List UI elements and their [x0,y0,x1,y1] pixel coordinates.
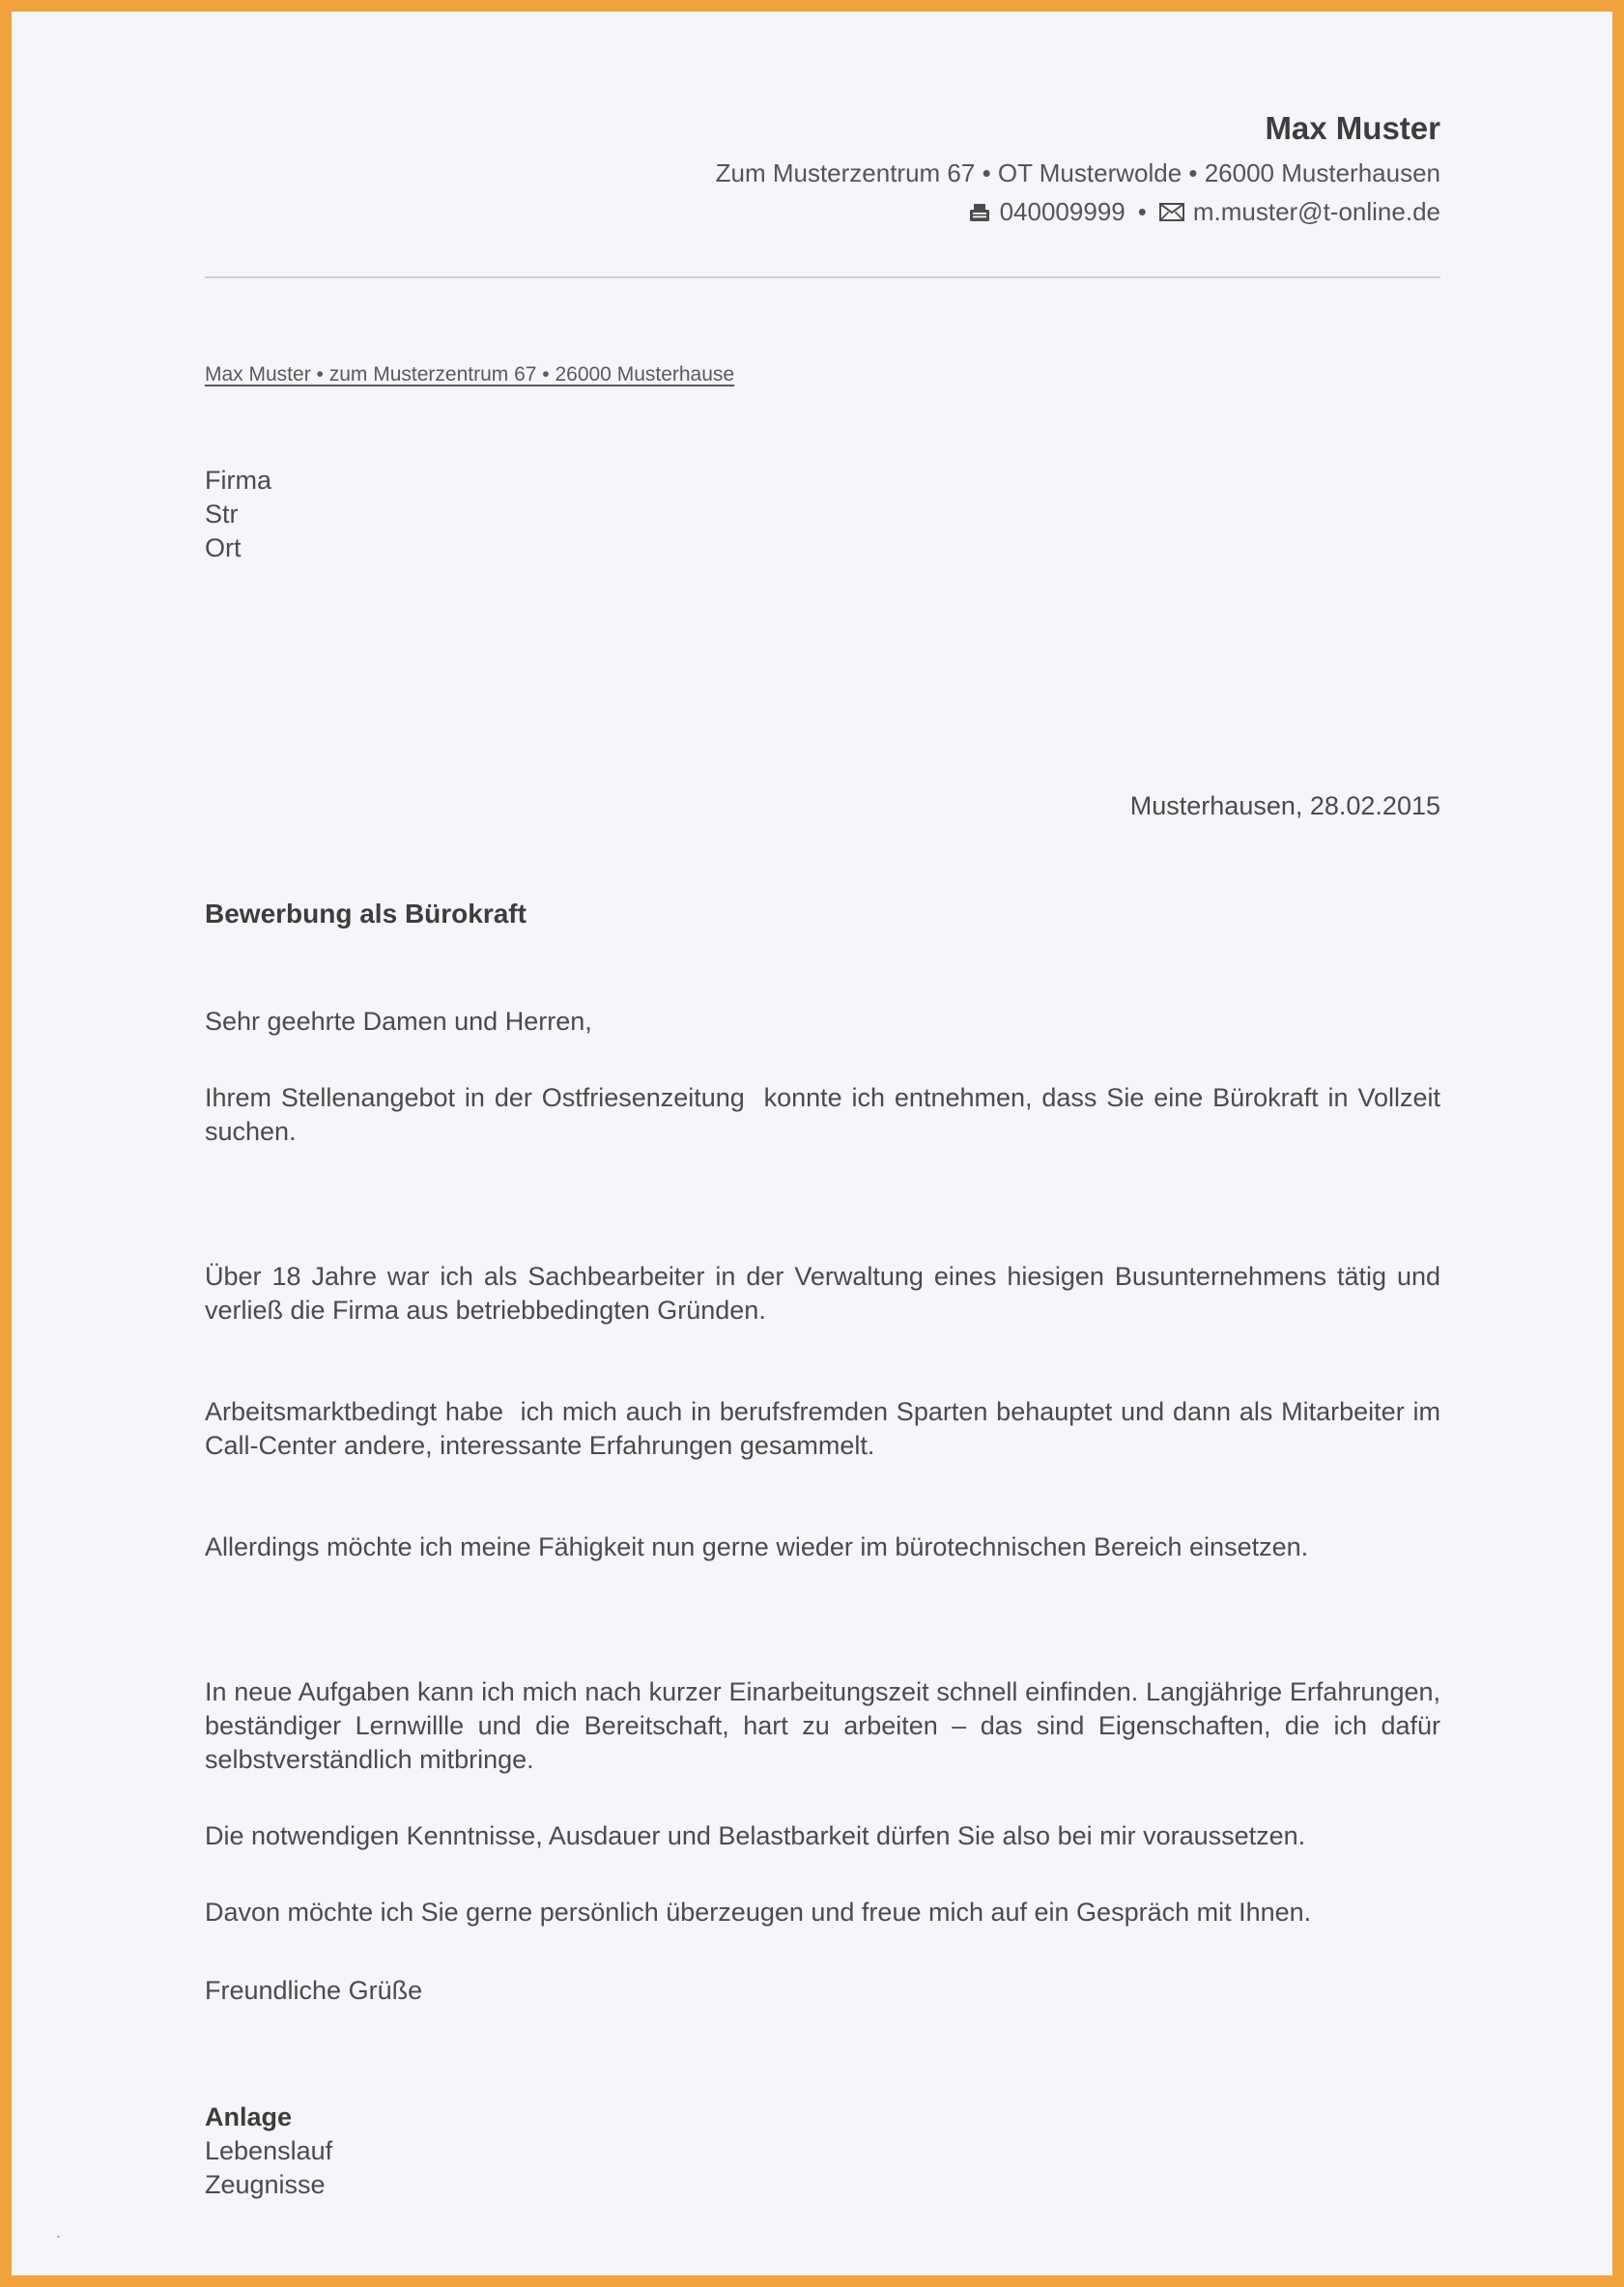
paragraph-2-line-1: Über 18 Jahre war ich als Sachbearbeiter in der Verwaltung eines hiesigen Busunternehmens tätig und verließ die Firma aus betriebbedingten Gründen. [205,1261,1448,1325]
letterhead [205,108,1440,228]
subject-line: Bewerbung als Bürokraft [205,898,527,929]
footer-mark: . [56,2222,62,2242]
recipient-line-street: Str [205,499,239,529]
sender-contact-line [205,196,1440,229]
paragraph-2-line-2: Arbeitsmarktbedingt habe ich mich auch in berufsfremden Sparten behauptet und dann als Mitarbeiter im Call-Center andere, interessante Erfahrungen gesammelt. [205,1397,1448,1461]
return-address-line: Max Muster • zum Musterzentrum 67 • 26000 Musterhause [205,363,735,386]
header-divider [205,276,1440,278]
email-icon [1159,203,1184,221]
fax-icon [968,202,991,223]
paragraph-5: Davon möchte ich Sie gerne persönlich überzeugen und freue mich auf ein Gespräch mit Ihnen. [205,1898,1312,1928]
paragraph-2 [205,1192,1448,1633]
sender-phone: 040009999 [999,196,1125,226]
recipient-line-company: Firma [205,465,271,495]
paragraph-2-line-3: Allerdings möchte ich meine Fähigkeit nun gerne wieder im bürotechnischen Bereich einsetzen. [205,1532,1309,1562]
sender-address-line: Zum Musterzentrum 67 • OT Musterwolde • 26000 Musterhausen [715,157,1440,187]
letter-content [12,12,1612,2202]
recipient-line-city: Ort [205,532,242,562]
contact-separator: • [1137,196,1147,226]
paragraph-1: Ihrem Stellenangebot in der Ostfriesenzeitung konnte ich entnehmen, dass Sie eine Bürokraft in Vollzeit suchen. [205,1083,1448,1147]
sender-name: Max Muster [1265,110,1440,146]
salutation: Sehr geehrte Damen und Herren, [205,1007,592,1037]
date-line: Musterhausen, 28.02.2015 [1129,790,1440,820]
enclosure-title: Anlage [205,2102,293,2132]
enclosure-item-certificates: Zeugnisse [205,2170,326,2200]
paragraph-4: Die notwendigen Kenntnisse, Ausdauer und Belastbarkeit dürfen Sie also bei mir voraussetzen. [205,1821,1306,1851]
recipient-block [205,464,1440,565]
paragraph-3: In neue Aufgaben kann ich mich nach kurzer Einarbeitungszeit schnell einfinden. Langjährige Erfahrungen, beständiger Lernwillle und die Bereitschaft, hart zu arbeiten – das sind Eigenschaften, die ich dafür selbstverständlich mitbringe. [205,1676,1448,1774]
sender-email: m.muster@t-online.de [1192,196,1440,226]
enclosure-item-cv: Lebenslauf [205,2136,333,2166]
enclosure-block [205,2101,1440,2202]
closing-line: Freundliche Grüße [205,1976,423,2006]
